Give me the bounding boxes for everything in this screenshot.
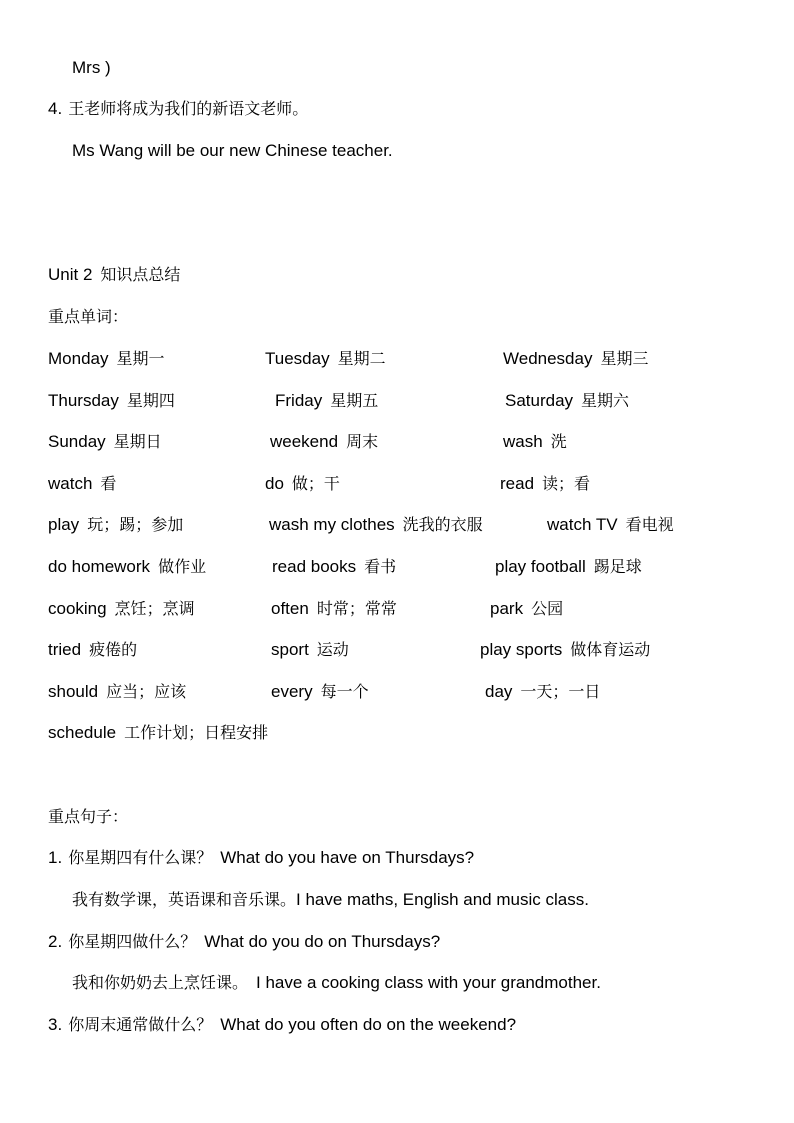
vocab-zh: 星期一 bbox=[116, 349, 165, 368]
vocab-zh: 做作业 bbox=[158, 557, 207, 576]
item-en-text: Ms Wang will be our new Chinese teacher. bbox=[72, 141, 393, 160]
vocab-heading: 重点单词： bbox=[48, 307, 129, 326]
vocab-entry bbox=[269, 514, 483, 536]
vocab-en: read bbox=[500, 474, 535, 493]
sentence-2-answer bbox=[72, 972, 601, 994]
vocab-en: Monday bbox=[48, 349, 109, 368]
vocab-zh: 看电视 bbox=[625, 515, 674, 534]
sentence-zh: 我和你奶奶去上烹饪课。 bbox=[72, 973, 249, 992]
vocab-entry bbox=[48, 431, 162, 453]
vocab-zh: 时常；常常 bbox=[316, 599, 397, 618]
vocab-zh: 洗我的衣服 bbox=[402, 515, 483, 534]
vocab-zh: 烹饪；烹调 bbox=[114, 599, 195, 618]
vocab-en: Saturday bbox=[505, 391, 574, 410]
sentence-1-answer bbox=[72, 889, 589, 911]
vocab-entry bbox=[272, 556, 396, 578]
vocab-entry bbox=[503, 348, 648, 370]
vocab-zh: 做体育运动 bbox=[570, 640, 651, 659]
unit-title-en: Unit 2 bbox=[48, 265, 93, 284]
vocab-entry bbox=[48, 514, 183, 536]
vocab-zh: 运动 bbox=[316, 640, 349, 659]
vocab-zh: 星期四 bbox=[126, 391, 175, 410]
vocab-en: watch bbox=[48, 474, 93, 493]
vocab-en: schedule bbox=[48, 723, 117, 742]
vocab-zh: 每一个 bbox=[320, 682, 369, 701]
sentence-en: What do you have on Thursdays? bbox=[220, 848, 475, 867]
unit-title bbox=[48, 264, 180, 286]
vocab-en: Thursday bbox=[48, 391, 119, 410]
item-4-answer bbox=[72, 140, 393, 162]
vocab-en: Friday bbox=[275, 391, 323, 410]
vocab-en: Wednesday bbox=[503, 349, 593, 368]
vocab-en: Tuesday bbox=[265, 349, 330, 368]
sentence-1-question bbox=[48, 847, 474, 869]
vocab-en: play sports bbox=[480, 640, 563, 659]
vocab-entry bbox=[503, 431, 567, 453]
sentence-zh: 你星期四有什么课？ bbox=[68, 848, 213, 867]
vocab-entry bbox=[48, 473, 116, 495]
vocab-entry bbox=[48, 681, 186, 703]
vocab-en: wash bbox=[503, 432, 543, 451]
sentence-3-question bbox=[48, 1014, 516, 1036]
vocab-entry bbox=[270, 431, 378, 453]
sentence-zh: 你星期四做什么？ bbox=[68, 932, 197, 951]
vocab-en: wash my clothes bbox=[269, 515, 395, 534]
sentence-en: What do you often do on the weekend? bbox=[220, 1015, 517, 1034]
vocab-en: play bbox=[48, 515, 80, 534]
sentence-number: 3. bbox=[48, 1015, 63, 1034]
vocab-entry bbox=[265, 473, 340, 495]
vocab-entry bbox=[48, 348, 165, 370]
vocab-zh: 踢足球 bbox=[593, 557, 642, 576]
sentence-2-question bbox=[48, 931, 440, 953]
vocab-entry bbox=[48, 556, 206, 578]
sentence-number: 2. bbox=[48, 932, 63, 951]
vocab-zh: 读；看 bbox=[542, 474, 591, 493]
vocab-entry bbox=[490, 598, 563, 620]
vocab-zh: 工作计划；日程安排 bbox=[124, 723, 269, 742]
vocab-en: tried bbox=[48, 640, 82, 659]
vocab-zh: 看 bbox=[100, 474, 117, 493]
vocab-entry bbox=[495, 556, 642, 578]
vocab-en: cooking bbox=[48, 599, 107, 618]
vocab-zh: 星期六 bbox=[581, 391, 630, 410]
vocab-zh: 星期二 bbox=[337, 349, 386, 368]
vocab-zh: 星期日 bbox=[113, 432, 162, 451]
vocab-en: every bbox=[271, 682, 313, 701]
vocab-zh: 做；干 bbox=[291, 474, 340, 493]
sentence-zh: 你周末通常做什么？ bbox=[68, 1015, 213, 1034]
vocab-en: Sunday bbox=[48, 432, 106, 451]
vocab-entry bbox=[48, 390, 175, 412]
vocab-en: park bbox=[490, 599, 524, 618]
vocab-entry bbox=[500, 473, 590, 495]
sentence-en: What do you do on Thursdays? bbox=[204, 932, 441, 951]
vocab-en: weekend bbox=[270, 432, 339, 451]
sentence-en: I have maths, English and music class. bbox=[296, 890, 589, 909]
sentence-number: 1. bbox=[48, 848, 63, 867]
vocab-entry bbox=[275, 390, 378, 412]
vocab-entry bbox=[48, 639, 137, 661]
sentence-zh: 我有数学课，英语课和音乐课。 bbox=[72, 890, 297, 909]
vocab-en: watch TV bbox=[547, 515, 618, 534]
vocab-entry bbox=[547, 514, 674, 536]
vocab-zh: 星期五 bbox=[330, 391, 379, 410]
vocab-en: should bbox=[48, 682, 99, 701]
item-zh-text: 王老师将成为我们的新语文老师。 bbox=[68, 99, 309, 118]
vocab-entry bbox=[480, 639, 650, 661]
item-number: 4. bbox=[48, 99, 63, 118]
sentence-en: I have a cooking class with your grandmother. bbox=[256, 973, 601, 992]
vocab-entry bbox=[48, 598, 195, 620]
vocab-zh: 洗 bbox=[550, 432, 567, 451]
vocab-zh: 看书 bbox=[364, 557, 397, 576]
vocab-en: sport bbox=[271, 640, 309, 659]
vocab-en: often bbox=[271, 599, 309, 618]
unit-title-zh: 知识点总结 bbox=[100, 265, 181, 284]
sentence-heading: 重点句子： bbox=[48, 807, 129, 826]
vocab-zh: 星期三 bbox=[600, 349, 649, 368]
vocab-entry bbox=[48, 722, 268, 744]
vocab-zh: 玩；踢；参加 bbox=[87, 515, 184, 534]
vocab-zh: 应当；应该 bbox=[106, 682, 187, 701]
vocab-entry bbox=[485, 681, 600, 703]
vocab-en: play football bbox=[495, 557, 586, 576]
vocab-zh: 一天；一日 bbox=[520, 682, 601, 701]
vocab-en: read books bbox=[272, 557, 357, 576]
vocab-zh: 周末 bbox=[346, 432, 379, 451]
vocab-entry bbox=[271, 681, 369, 703]
vocab-entry bbox=[271, 598, 397, 620]
vocab-entry bbox=[265, 348, 386, 370]
vocab-en: day bbox=[485, 682, 513, 701]
mrs-text: Mrs ) bbox=[72, 58, 111, 77]
vocab-entry bbox=[505, 390, 629, 412]
vocab-zh: 疲倦的 bbox=[89, 640, 138, 659]
vocab-en: do homework bbox=[48, 557, 151, 576]
vocab-en: do bbox=[265, 474, 284, 493]
item-4-question bbox=[48, 98, 308, 120]
vocab-zh: 公园 bbox=[531, 599, 564, 618]
vocab-entry bbox=[271, 639, 349, 661]
continuation-line bbox=[72, 57, 111, 79]
